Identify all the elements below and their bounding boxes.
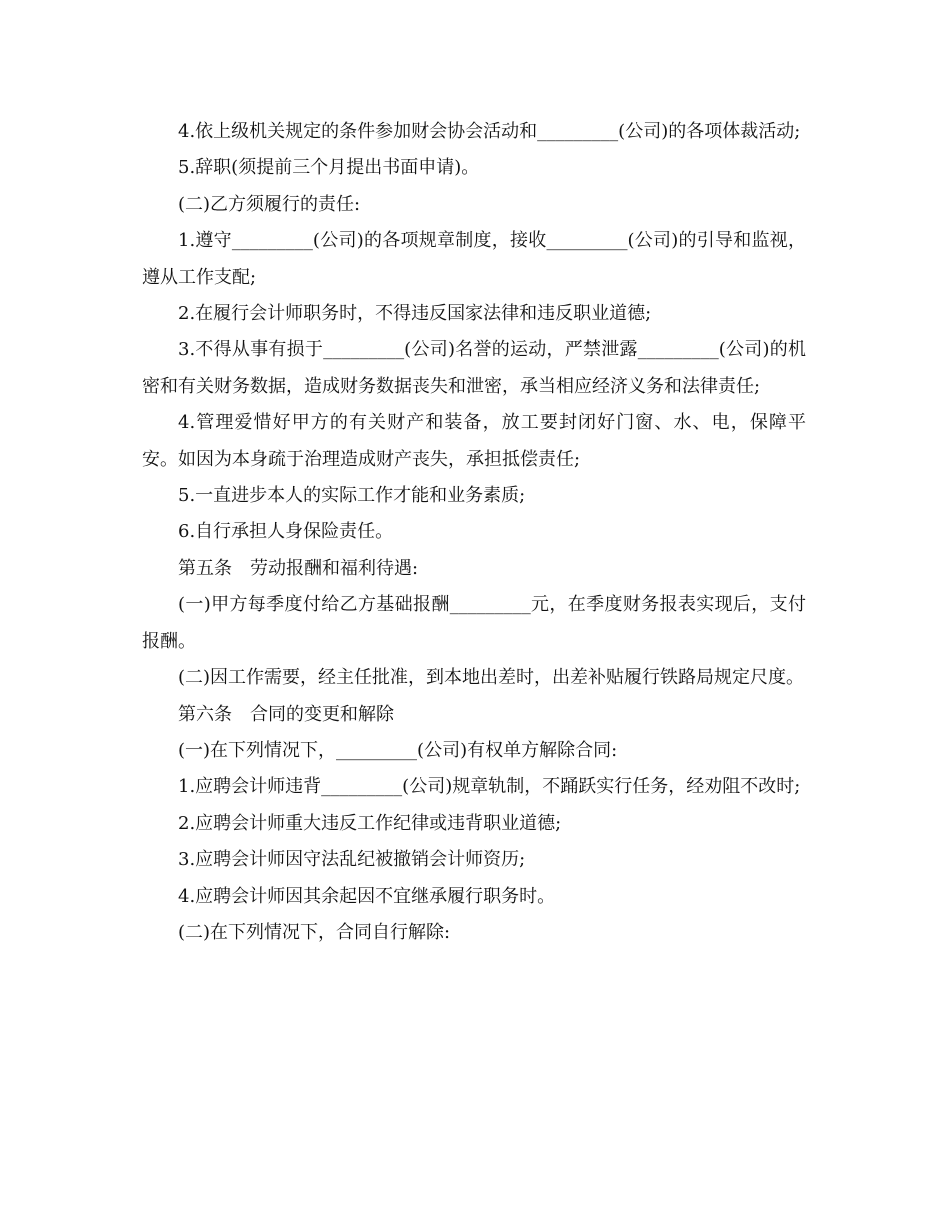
paragraph-responsibility-6: 6.自行承担人身保险责任。: [178, 521, 394, 543]
paragraph-clause-5-resignation: 5.辞职(须提前三个月提出书面申请)。: [178, 157, 480, 179]
paragraph-termination-case-3: 3.应聘会计师因守法乱纪被撤销会计师资历;: [178, 849, 526, 871]
paragraph-termination-case-4: 4.应聘会计师因其余起因不宜继承履行职务时。: [178, 885, 556, 907]
paragraph-responsibility-2: 2.在履行会计师职务时，不得违反国家法律和违反职业道德;: [178, 303, 652, 325]
paragraph-compensation-1: (一)甲方每季度付给乙方基础报酬_________元，在季度财务报表实现后，支付报酬。: [142, 594, 806, 652]
paragraph-compensation-2: (二)因工作需要，经主任批准，到本地出差时，出差补贴履行铁路局规定尺度。: [178, 667, 805, 689]
paragraph-termination-case-2: 2.应聘会计师重大违反工作纪律或违背职业道德;: [178, 812, 562, 834]
paragraph-responsibility-3: 3.不得从事有损于_________(公司)名誉的运动，严禁泄露_________(公司)的机密和有关财务数据，造成财务数据丧失和泄密，承当相应经济义务和法律责任;: [142, 339, 806, 397]
paragraph-article-5-heading: 第五条 劳动报酬和福利待遇:: [178, 557, 419, 579]
document-body: [142, 114, 806, 951]
paragraph-responsibility-1: 1.遵守_________(公司)的各项规章制度，接收_________(公司)的引导和监视，遵从工作支配;: [142, 230, 806, 288]
paragraph-termination-unilateral: (一)在下列情况下，_________(公司)有权单方解除合同:: [178, 739, 618, 761]
paragraph-responsibility-5: 5.一直进步本人的实际工作才能和业务素质;: [178, 485, 526, 507]
paragraph-termination-case-1: 1.应聘会计师违背_________(公司)规章轨制，不踊跃实行任务，经劝阻不改时;: [178, 776, 801, 798]
paragraph-party-b-responsibilities-heading: (二)乙方须履行的责任:: [178, 193, 361, 215]
paragraph-clause-4-activities: 4.依上级机关规定的条件参加财会协会活动和_________(公司)的各项体裁活动;: [178, 121, 801, 142]
paragraph-article-6-heading: 第六条 合同的变更和解除: [178, 703, 394, 725]
paragraph-automatic-termination-heading: (二)在下列情况下，合同自行解除:: [178, 921, 451, 943]
paragraph-responsibility-4: 4.管理爱惜好甲方的有关财产和装备，放工要封闭好门窗、水、电，保障平安。如因为本身疏于治理造成财产丧失，承担抵偿责任;: [142, 412, 806, 470]
